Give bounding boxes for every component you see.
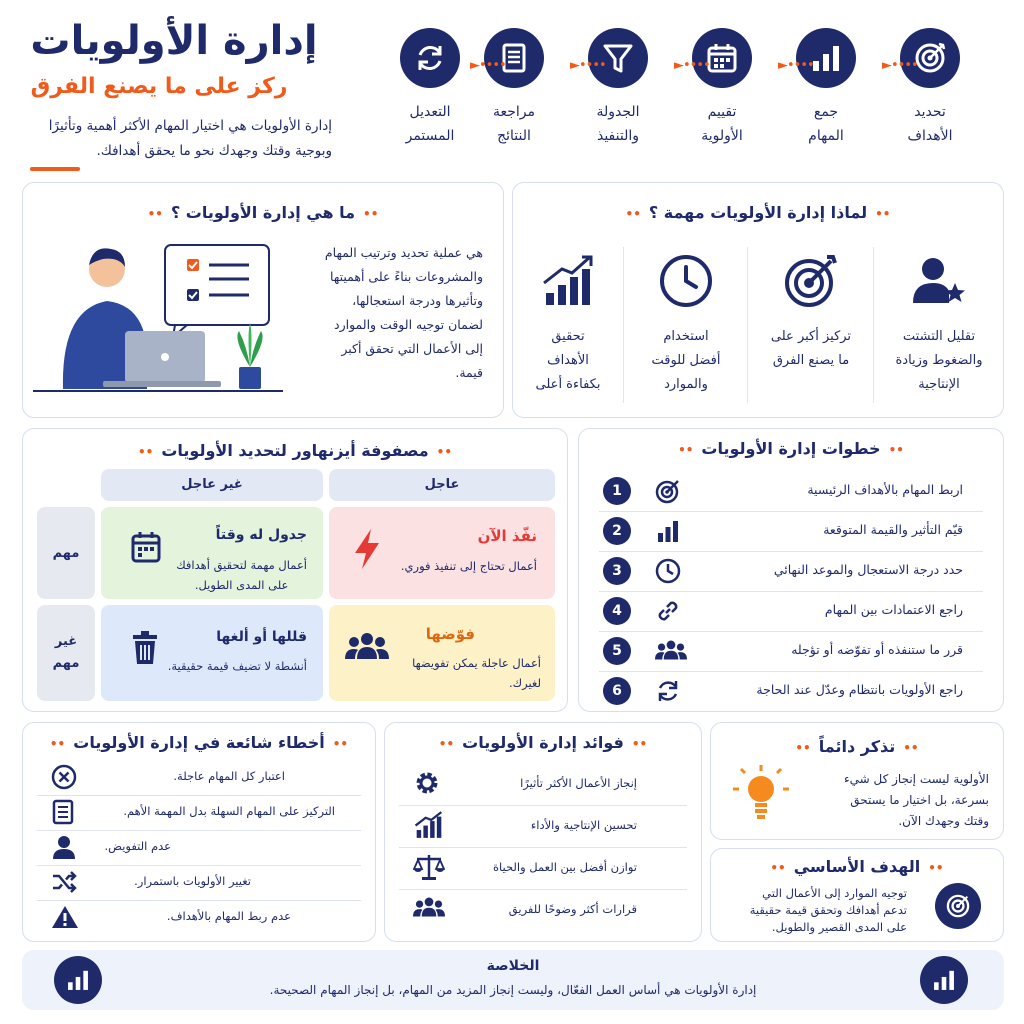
target-icon [749, 253, 873, 313]
team-icon [655, 638, 687, 666]
person-laptop-illustration [33, 239, 283, 399]
mistake-row [37, 866, 361, 898]
summary-title: الخلاصة [486, 958, 540, 974]
user-star-icon [875, 253, 1003, 313]
step-label: راجع الاعتمادات بين المهام [824, 602, 963, 617]
step-row [597, 553, 985, 589]
step-label: قيّم التأثير والقيمة المتوقعة [823, 522, 963, 537]
mistake-label: عدم التفويض. [104, 839, 171, 853]
mistake-label: التركيز على المهام السهلة بدل المهمة الأهم. [123, 804, 335, 818]
step-divider [599, 671, 983, 672]
x-circle-icon [51, 764, 77, 794]
goal-title: ••الهدف الأساسي•• [770, 857, 944, 876]
mistake-row [37, 901, 361, 933]
shuffle-icon [51, 869, 77, 899]
goal-card [710, 848, 1004, 942]
why-divider [747, 247, 748, 403]
remember-card [710, 722, 1004, 840]
calendar-icon [131, 531, 161, 567]
why-item-3: استخدام أفضل للوقت والموارد [625, 253, 747, 397]
growth-chart-icon [413, 811, 445, 843]
bar-chart-icon [655, 518, 681, 548]
quadrant-schedule-desc: أعمال مهمة لتحقيق أهدافك على المدى الطويل. [176, 558, 307, 592]
why-card [512, 182, 1004, 418]
step-label: راجع الأولويات بانتظام وعدّل عند الحاجة [756, 682, 963, 697]
step-number: 3 [603, 557, 631, 585]
header-desc-line-2: وبوجية وقتك وجهدك نحو ما يحقق أهدافك. [96, 143, 332, 159]
mistake-label: اعتبار كل المهام عاجلة. [173, 769, 285, 783]
flow-label-5: مراجعة النتائج [492, 104, 536, 144]
mistake-label: تغيير الأولويات باستمرار. [134, 874, 251, 888]
mistakes-title: ••أخطاء شائعة في إدارة الأولويات•• [49, 733, 349, 752]
step-divider [599, 631, 983, 632]
step-number: 1 [603, 477, 631, 505]
benefit-row [399, 849, 687, 887]
person-icon [51, 834, 77, 864]
document-icon [51, 799, 75, 829]
quadrant-delegate [329, 605, 555, 701]
process-flow [380, 0, 1020, 170]
what-is-card [22, 182, 504, 418]
benefit-row [399, 891, 687, 929]
summary-banner [22, 950, 1004, 1010]
flow-arrow: ••••► [882, 58, 918, 73]
why-item-1: تقليل التشتت والضغوط وزيادة الإنتاجية [875, 253, 1003, 397]
quadrant-schedule-title: جدول له وقتاً [215, 527, 307, 543]
gear-icon [413, 769, 441, 801]
step-row [597, 593, 985, 629]
steps-card [578, 428, 1004, 712]
team-icon [413, 895, 445, 923]
step-label: قرر ما ستنفذه أو تفوّضه أو تؤجله [791, 642, 963, 657]
mistake-row [37, 761, 361, 793]
trash-icon [131, 631, 159, 669]
step-number: 6 [603, 677, 631, 705]
clock-icon [655, 558, 681, 588]
column-header-not-urgent: غير عاجل [101, 469, 323, 501]
step-number: 4 [603, 597, 631, 625]
flow-arrow: ••••► [674, 58, 710, 73]
column-header-urgent: عاجل [329, 469, 555, 501]
header-description [12, 114, 332, 164]
why-divider [873, 247, 874, 403]
matrix-title: ••مصفوفة أيزنهاور لتحديد الأولويات•• [137, 441, 452, 460]
mistake-label: عدم ربط المهام بالأهداف. [166, 909, 291, 923]
row-header-not-important: غير مهم [37, 605, 95, 701]
flow-label-2: جمع المهام [808, 104, 844, 144]
steps-title: ••خطوات إدارة الأولويات•• [678, 439, 904, 458]
page-subtitle: ركز على ما يصنع الفرق [30, 74, 288, 99]
benefit-label: تحسين الإنتاجية والأداء [530, 818, 637, 832]
benefit-label: قرارات أكثر وضوحًا للفريق [508, 902, 637, 916]
what-is-text: هي عملية تحديد وترتيب المهام والمشروعات بناءً على أهميتها وتأثيرها ودرجة استعجالها، لضمان توجيه الوقت والموارد إلى الأعمال التي تحقق أكبر قيمة. [324, 245, 483, 380]
step-divider [599, 551, 983, 552]
summary-text: إدارة الأولويات هي أساس العمل الفعّال، وليست إنجاز المزيد من المهام، بل إنجاز المهام الصحيحة. [269, 983, 757, 997]
step-row [597, 633, 985, 669]
flow-step-6 [400, 28, 460, 88]
lightning-icon [351, 527, 383, 575]
growth-chart-icon [513, 253, 623, 313]
step-label: حدد درجة الاستعجال والموعد النهائي [773, 562, 963, 577]
why-item-4: تحقيق الأهداف بكفاءة أعلى [513, 253, 623, 397]
flow-arrow: ••••► [778, 58, 814, 73]
why-item-2: تركيز أكبر على ما يصنع الفرق [749, 253, 873, 373]
link-icon [655, 598, 681, 628]
flow-label-4: الجدولة والتنفيذ [596, 104, 640, 144]
lightbulb-icon [731, 763, 791, 831]
quadrant-delete [101, 605, 323, 701]
benefit-divider [399, 889, 687, 890]
refresh-icon [655, 678, 681, 708]
eisenhower-matrix-card [22, 428, 568, 712]
quadrant-do-title: نفّذ الآن [477, 527, 537, 545]
benefits-title: ••فوائد إدارة الأولويات•• [438, 733, 648, 752]
step-label: اربط المهام بالأهداف الرئيسية [807, 482, 963, 497]
flow-arrow: ••••► [470, 58, 506, 73]
step-divider [599, 591, 983, 592]
flow-arrow: ••••► [570, 58, 606, 73]
why-title: ••لماذا إدارة الأولويات مهمة ؟•• [625, 203, 891, 222]
quadrant-schedule [101, 507, 323, 599]
why-divider [623, 247, 624, 403]
benefit-row [399, 807, 687, 845]
quadrant-delegate-title: فوّضها [425, 625, 475, 643]
benefit-label: توازن أفضل بين العمل والحياة [492, 860, 637, 874]
refresh-icon [400, 28, 460, 88]
quadrant-do-desc: أعمال تحتاج إلى تنفيذ فوري. [400, 559, 537, 573]
benefit-label: إنجاز الأعمال الأكثر تأثيرًا [520, 776, 637, 790]
benefits-card [384, 722, 702, 942]
step-divider [599, 511, 983, 512]
benefit-divider [399, 847, 687, 848]
benefit-row [399, 765, 687, 803]
step-number: 5 [603, 637, 631, 665]
clock-icon [625, 253, 747, 313]
team-icon [345, 631, 389, 665]
step-row [597, 673, 985, 709]
flow-label-6: التعديل المستمر [405, 104, 455, 144]
mistake-row [37, 796, 361, 828]
mistakes-card [22, 722, 376, 942]
page-title: إدارة الأولويات [30, 18, 318, 64]
target-icon [935, 883, 981, 929]
scale-icon [413, 853, 445, 885]
remember-text: الأولوية ليست إنجاز كل شيء بسرعة، بل اختيار ما يستحق وقتك وجهدك الآن. [844, 772, 989, 828]
quadrant-delete-desc: أنشطة لا تضيف قيمة حقيقية. [167, 659, 307, 673]
flow-label-3: تقييم الأولوية [701, 104, 743, 144]
quadrant-delete-title: قللها أو ألغها [216, 629, 307, 645]
row-header-important: مهم [37, 507, 95, 599]
target-icon [655, 478, 681, 508]
mistake-row [37, 831, 361, 863]
warning-icon [51, 904, 79, 934]
flow-label-1: تحديد الأهداف [907, 104, 953, 144]
benefit-divider [399, 805, 687, 806]
quadrant-delegate-desc: أعمال عاجلة يمكن تفويضها لغيرك. [412, 656, 541, 690]
what-is-title: ••ما هي إدارة الأولويات ؟•• [147, 203, 379, 222]
header-accent-bar [30, 167, 80, 171]
step-row [597, 513, 985, 549]
remember-title: ••تذكر دائماً•• [795, 737, 919, 756]
step-row [597, 473, 985, 509]
goal-text: توجيه الموارد إلى الأعمال التي تدعم أهدافك وتحقق قيمة حقيقية على المدى القصير والطويل. [749, 886, 907, 934]
step-number: 2 [603, 517, 631, 545]
quadrant-do-now [329, 507, 555, 599]
header-desc-line-1: إدارة الأولويات هي اختيار المهام الأكثر أهمية وتأثيرًا [48, 118, 332, 134]
